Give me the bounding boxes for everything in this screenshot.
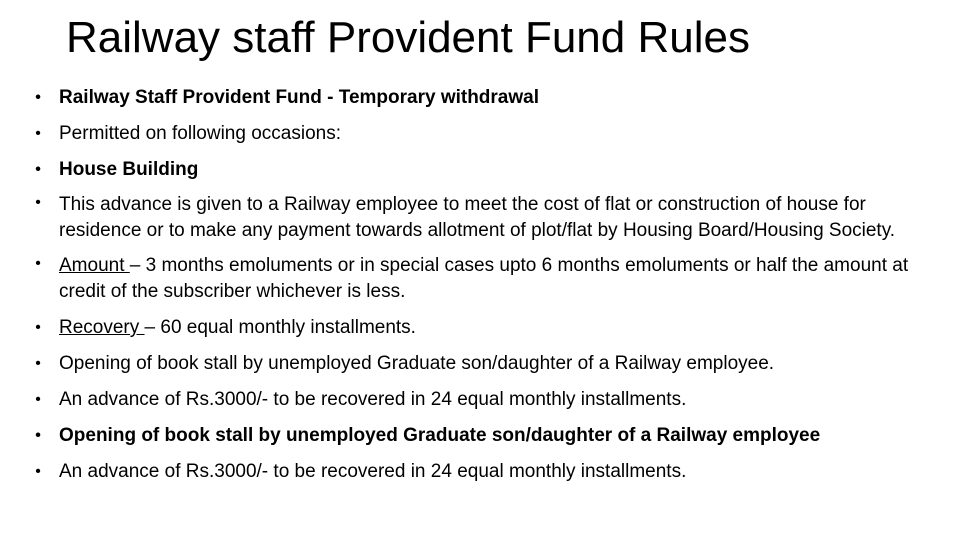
bullet-dot-icon: • xyxy=(35,255,41,272)
bullet-item xyxy=(0,420,960,451)
bullet-text: Opening of book stall by unemployed Graduate son/daughter of a Railway employee. xyxy=(59,353,775,374)
bullet-text: Railway Staff Provident Fund - Temporary withdrawal xyxy=(59,87,540,108)
bullet-text: An advance of Rs.3000/- to be recovered in 24 equal monthly installments. xyxy=(59,389,687,410)
bullet-dot-icon: • xyxy=(35,161,41,178)
bullet-item xyxy=(0,348,960,379)
bullet-item xyxy=(0,312,960,343)
bullet-text: An advance of Rs.3000/- to be recovered in 24 equal monthly installments. xyxy=(59,461,687,482)
bullet-list xyxy=(0,82,960,492)
bullet-dot-icon: • xyxy=(35,355,41,372)
bullet-dot-icon: • xyxy=(35,125,41,142)
bullet-text: Opening of book stall by unemployed Graduate son/daughter of a Railway employee xyxy=(59,425,821,446)
bullet-text: Permitted on following occasions: xyxy=(59,123,341,144)
bullet-text: House Building xyxy=(59,159,199,180)
bullet-text: – 60 equal monthly installments. xyxy=(144,317,416,338)
bullet-dot-icon: • xyxy=(35,194,41,211)
bullet-dot-icon: • xyxy=(35,463,41,480)
bullet-item xyxy=(0,384,960,415)
bullet-item xyxy=(0,82,960,113)
bullet-item xyxy=(0,154,960,185)
bullet-item xyxy=(0,251,960,307)
bullet-dot-icon: • xyxy=(35,427,41,444)
bullet-dot-icon: • xyxy=(35,391,41,408)
bullet-text: This advance is given to a Railway employee to meet the cost of flat or construction of house for residence or to make any payment towards allotment of plot/flat by Housing Board/Housing Society. xyxy=(59,194,896,241)
bullet-dot-icon: • xyxy=(35,89,41,106)
bullet-item xyxy=(0,118,960,149)
bullet-dot-icon: • xyxy=(35,319,41,336)
bullet-item xyxy=(0,190,960,246)
bullet-lead: Amount xyxy=(59,255,130,276)
slide-title: Railway staff Provident Fund Rules xyxy=(66,13,750,62)
bullet-lead: Recovery xyxy=(59,317,145,338)
bullet-text: – 3 months emoluments or in special cases upto 6 months emoluments or half the amount at credit of the subscriber whichever is less. xyxy=(59,255,909,302)
bullet-item xyxy=(0,456,960,487)
